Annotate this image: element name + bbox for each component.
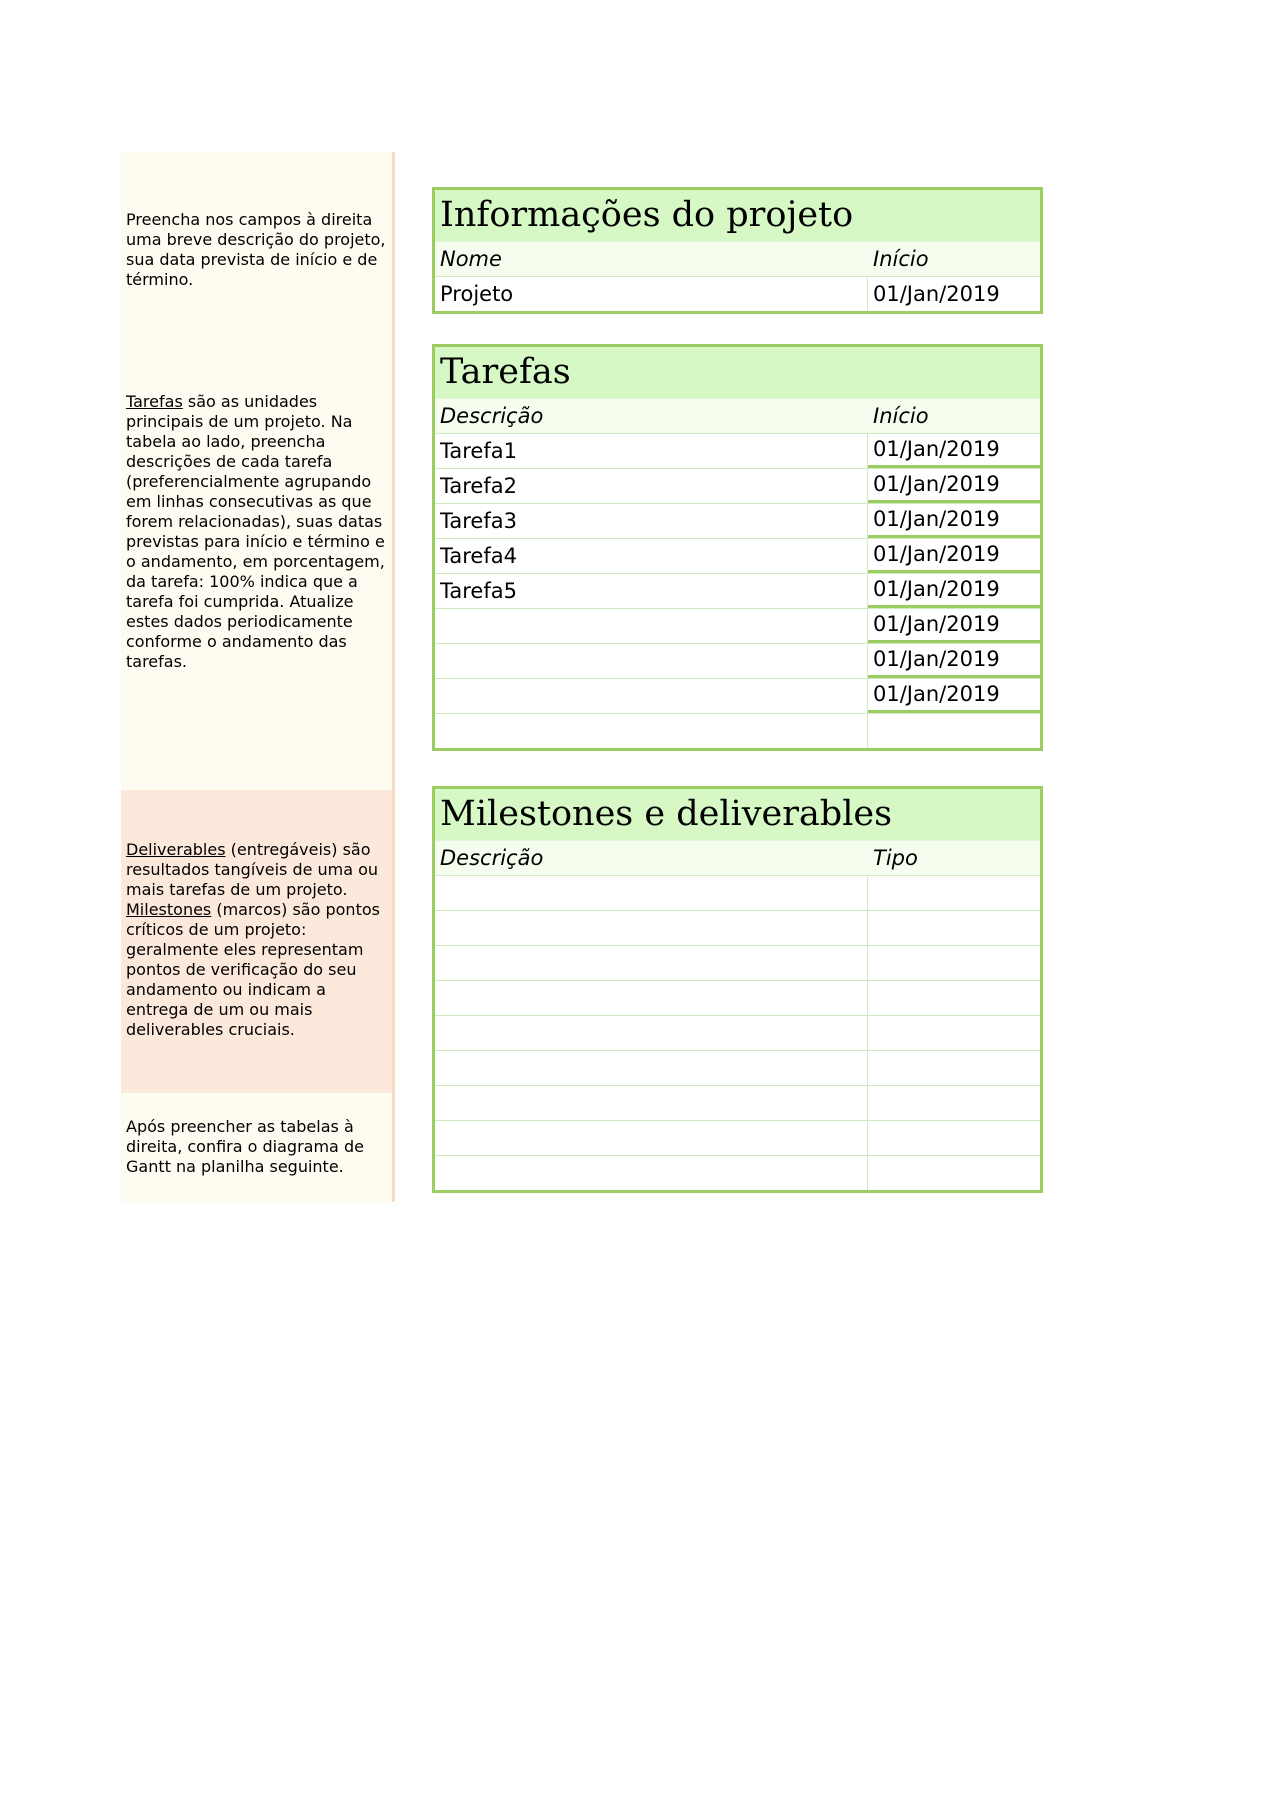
sidebar-tasks-panel (121, 392, 395, 790)
milestone-type-cell[interactable] (868, 1086, 1040, 1120)
task-start-cell[interactable]: 01/Jan/2019 (868, 504, 1040, 538)
milestone-desc-cell[interactable] (435, 876, 868, 910)
table-row (435, 945, 1040, 980)
col-header-type: Tipo (873, 846, 918, 870)
col-header-start: Início (873, 247, 929, 271)
table-row (435, 538, 1040, 573)
task-start-cell[interactable] (868, 714, 1040, 748)
task-start-cell[interactable]: 01/Jan/2019 (868, 679, 1040, 713)
task-start-cell[interactable]: 01/Jan/2019 (868, 469, 1040, 503)
task-desc-cell[interactable] (435, 714, 868, 748)
table-row (435, 433, 1040, 468)
milestone-desc-cell[interactable] (435, 981, 868, 1015)
milestone-type-cell[interactable] (868, 1016, 1040, 1050)
col-header-start: Início (873, 404, 929, 428)
deliverables-term: Deliverables (126, 840, 226, 859)
task-desc-cell[interactable]: Tarefa2 (435, 469, 868, 503)
project-info-row (435, 276, 1040, 311)
table-row (435, 643, 1040, 678)
deliverables-help-body-2: (marcos) são pontos críticos de um projeto: geralmente eles representam pontos de verificação do seu andamento ou indicam a entrega de um ou mais deliverables cruciais. (126, 900, 380, 1039)
tasks-header-row (435, 398, 1040, 433)
tasks-table (432, 344, 1043, 751)
milestone-desc-cell[interactable] (435, 911, 868, 945)
project-name-cell[interactable]: Projeto (435, 277, 868, 311)
table-row (435, 608, 1040, 643)
milestones-table (432, 786, 1043, 1193)
table-row (435, 875, 1040, 910)
project-info-header-row (435, 241, 1040, 276)
task-desc-cell[interactable]: Tarefa1 (435, 434, 868, 468)
task-desc-cell[interactable]: Tarefa3 (435, 504, 868, 538)
milestone-type-cell[interactable] (868, 981, 1040, 1015)
deliverables-help-body-1: (entregáveis) são resultados tangíveis de uma ou mais tarefas de um projeto. (126, 840, 379, 899)
tasks-title: Tarefas (435, 347, 1040, 398)
table-row (435, 1050, 1040, 1085)
project-info-table (432, 187, 1043, 314)
milestone-type-cell[interactable] (868, 1156, 1040, 1190)
col-header-description: Descrição (440, 846, 544, 870)
milestone-desc-cell[interactable] (435, 1051, 868, 1085)
sidebar-after-panel (121, 1093, 395, 1202)
after-text: Após preencher as tabelas à direita, confira o diagrama de Gantt na planilha seguinte. (126, 1117, 364, 1176)
col-header-description: Descrição (440, 404, 544, 428)
task-desc-cell[interactable]: Tarefa5 (435, 574, 868, 608)
sidebar-deliverables-panel (121, 790, 395, 1093)
milestone-desc-cell[interactable] (435, 1121, 868, 1155)
milestone-type-cell[interactable] (868, 946, 1040, 980)
task-start-cell[interactable]: 01/Jan/2019 (868, 539, 1040, 573)
task-desc-cell[interactable]: Tarefa4 (435, 539, 868, 573)
table-row (435, 468, 1040, 503)
task-start-cell[interactable]: 01/Jan/2019 (868, 609, 1040, 643)
milestone-desc-cell[interactable] (435, 1016, 868, 1050)
tasks-term: Tarefas (126, 392, 183, 411)
table-row (435, 980, 1040, 1015)
project-start-cell[interactable]: 01/Jan/2019 (873, 282, 1000, 306)
milestones-title: Milestones e deliverables (435, 789, 1040, 840)
deliverables-help-text (126, 840, 388, 1040)
table-row (435, 713, 1040, 748)
task-desc-cell[interactable] (435, 644, 868, 678)
task-desc-cell[interactable] (435, 609, 868, 643)
milestone-type-cell[interactable] (868, 1051, 1040, 1085)
table-row (435, 573, 1040, 608)
milestones-term: Milestones (126, 900, 212, 919)
milestone-type-cell[interactable] (868, 911, 1040, 945)
milestone-desc-cell[interactable] (435, 1156, 868, 1190)
task-start-cell[interactable]: 01/Jan/2019 (868, 644, 1040, 678)
table-row (435, 1085, 1040, 1120)
table-row (435, 1155, 1040, 1190)
milestone-desc-cell[interactable] (435, 946, 868, 980)
milestone-desc-cell[interactable] (435, 1086, 868, 1120)
milestone-type-cell[interactable] (868, 876, 1040, 910)
milestone-type-cell[interactable] (868, 1121, 1040, 1155)
table-row (435, 503, 1040, 538)
task-desc-cell[interactable] (435, 679, 868, 713)
table-row (435, 1120, 1040, 1155)
tasks-help-body: são as unidades principais de um projeto. Na tabela ao lado, preencha descrições de cada tarefa (preferencialmente agrupando em linhas consecutivas as que forem relacionadas), suas datas previstas para início e término e o andamento, em porcentagem, da tarefa: 100% indica que a tarefa foi cumprida. Atualize estes dados periodicamente conforme o andamento das tarefas. (126, 392, 385, 671)
table-row (435, 910, 1040, 945)
table-row (435, 678, 1040, 713)
project-info-title: Informações do projeto (435, 190, 1040, 241)
col-header-name: Nome (440, 247, 502, 271)
milestones-header-row (435, 840, 1040, 875)
tasks-help-text (126, 392, 388, 672)
task-start-cell[interactable]: 01/Jan/2019 (868, 574, 1040, 608)
intro-text: Preencha nos campos à direita uma breve descrição do projeto, sua data prevista de início e de término. (126, 210, 386, 289)
table-row (435, 1015, 1040, 1050)
task-start-cell[interactable]: 01/Jan/2019 (868, 434, 1040, 468)
